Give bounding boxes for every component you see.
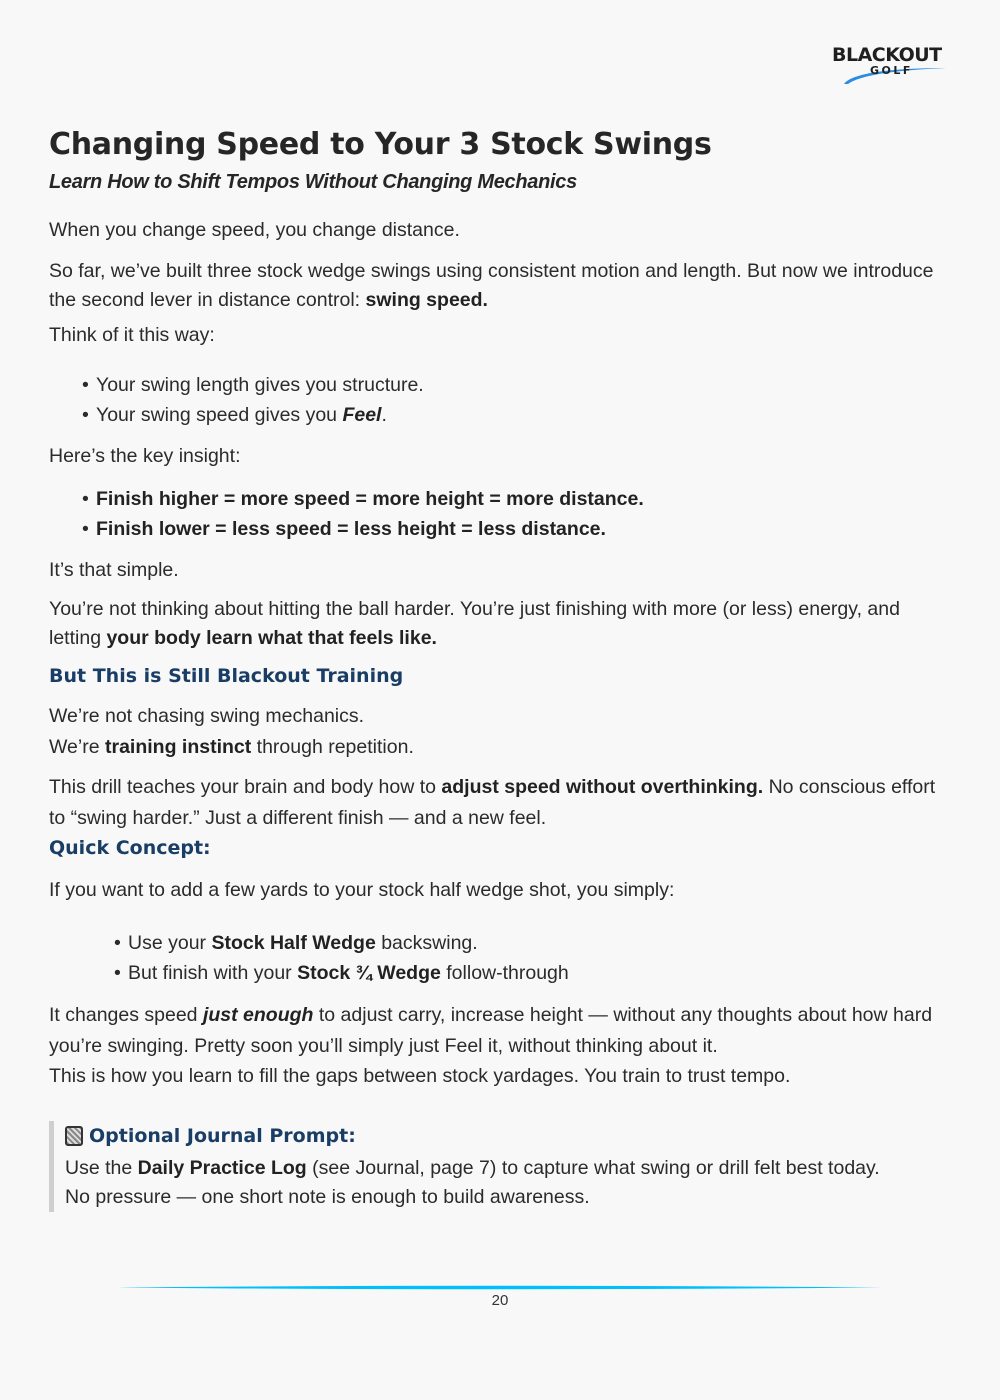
- paragraph-simple: It’s that simple.: [49, 559, 179, 581]
- paragraph-training-instinct: We’re training instinct through repetition.: [49, 736, 414, 758]
- page-number: 20: [491, 1292, 509, 1309]
- paragraph-energy: You’re not thinking about hitting the ball harder. You’re just finishing with more (or less) energy, and letting your body learn what that feels like.: [49, 598, 900, 649]
- journal-prompt-callout: [49, 1121, 949, 1212]
- footer-divider: [118, 1285, 882, 1290]
- paragraph-not-chasing: We’re not chasing swing mechanics.: [49, 705, 365, 727]
- list-item: • But finish with your Stock ¾ Wedge follow-through: [114, 958, 949, 988]
- bullet-list-quick-concept: [114, 928, 949, 988]
- callout-line-1: Use the Daily Practice Log (see Journal, page 7) to capture what swing or drill felt best today.: [65, 1157, 880, 1179]
- section-heading-quick-concept: Quick Concept:: [49, 837, 211, 859]
- bullet-list-finish: [82, 484, 949, 544]
- paragraph-bold: swing speed.: [365, 289, 488, 311]
- paragraph-drill: This drill teaches your brain and body how to adjust speed without overthinking. No conscious effort to “swing harder.” Just a different finish — and a new feel.: [49, 776, 936, 829]
- paragraph-intro: When you change speed, you change distance.: [49, 219, 460, 241]
- paragraph-changes-speed: It changes speed just enough to adjust carry, increase height — without any thoughts about how hard you’re swinging. Pretty soon you’ll simply just Feel it, without thinking about it.: [49, 1004, 933, 1057]
- callout-line-2: No pressure — one short note is enough to build awareness.: [65, 1186, 590, 1208]
- bullet-list-structure-feel: [82, 370, 949, 430]
- list-item: • Finish lower = less speed = less height = less distance.: [82, 514, 949, 544]
- page-title: Changing Speed to Your 3 Stock Swings: [49, 127, 712, 162]
- paragraph-stock-swings: [49, 257, 949, 315]
- callout-title-text: Optional Journal Prompt:: [89, 1125, 356, 1147]
- page-content: [49, 124, 949, 1212]
- page-subtitle: Learn How to Shift Tempos Without Changing Mechanics: [49, 171, 577, 193]
- paragraph-fill-gaps: This is how you learn to fill the gaps between stock yardages. You train to trust tempo.: [49, 1065, 791, 1087]
- blackout-golf-logo: [832, 44, 946, 88]
- section-heading-blackout-training: But This is Still Blackout Training: [49, 665, 404, 687]
- journal-icon: [65, 1126, 83, 1146]
- list-item: • Your swing length gives you structure.: [82, 370, 949, 400]
- list-item: • Use your Stock Half Wedge backswing.: [114, 928, 949, 958]
- paragraph-think: Think of it this way:: [49, 324, 215, 346]
- list-item: • Finish higher = more speed = more height = more distance.: [82, 484, 949, 514]
- list-item: • Your swing speed gives you Feel.: [82, 400, 949, 430]
- callout-title: [65, 1121, 949, 1151]
- logo-text-blackout: BLACKOUT: [832, 44, 942, 66]
- logo-text-golf: GOLF: [870, 64, 913, 77]
- paragraph-text: So far, we’ve built three stock wedge swings using consistent motion and length. But now we introduce the second lever in distance control:: [49, 260, 934, 311]
- paragraph-key-insight: Here’s the key insight:: [49, 445, 241, 467]
- paragraph-add-yards: If you want to add a few yards to your stock half wedge shot, you simply:: [49, 879, 675, 901]
